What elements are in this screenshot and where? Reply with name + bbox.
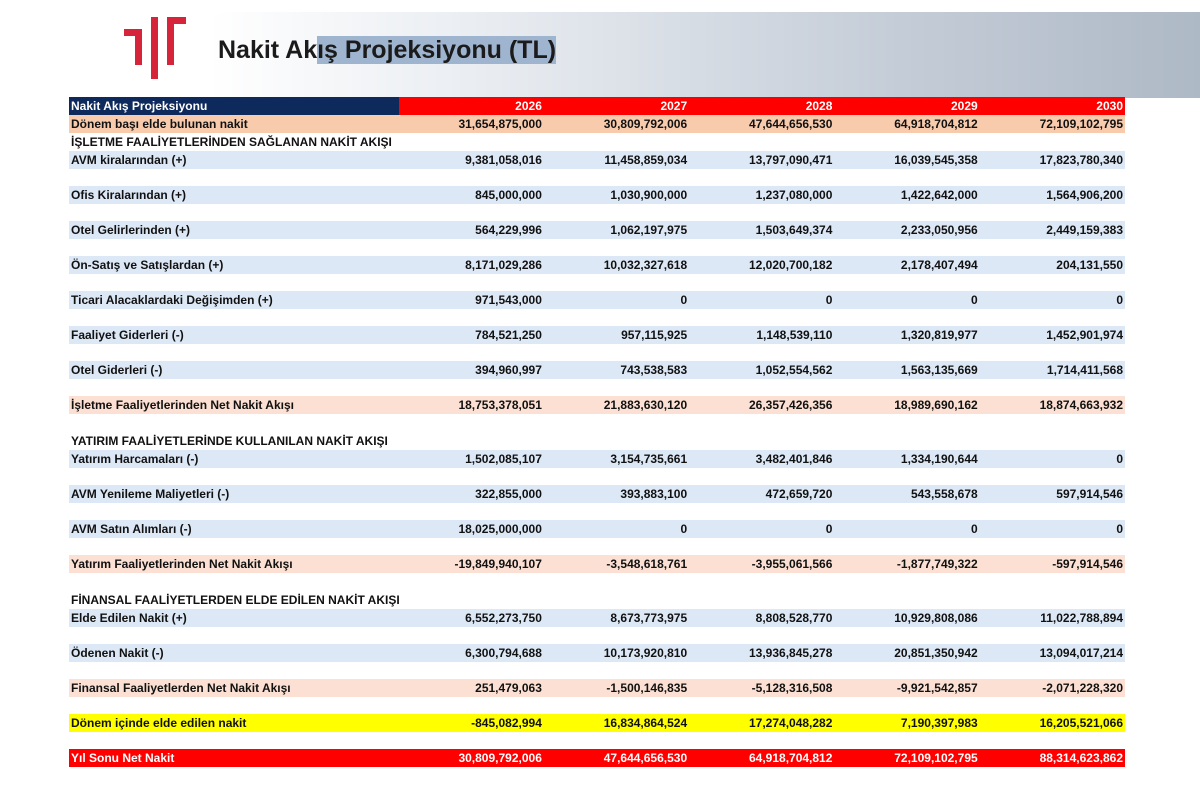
row-label: Otel Giderleri (-): [69, 361, 399, 379]
spacer-row: [69, 344, 1125, 361]
cell-value: -3,955,061,566: [689, 555, 834, 573]
row-label: Ödenen Nakit (-): [69, 644, 399, 662]
spacer-row: [69, 662, 1125, 679]
cell-value: 1,334,190,644: [834, 450, 979, 468]
cell-value: 72,109,102,795: [834, 749, 979, 767]
cell-value: 251,479,063: [399, 679, 544, 697]
cell-value: 0: [544, 520, 689, 538]
cell-value: 1,052,554,562: [689, 361, 834, 379]
table-row: [69, 609, 1125, 627]
row-label: Faaliyet Giderleri (-): [69, 326, 399, 344]
cell-value: 47,644,656,530: [544, 749, 689, 767]
cell-value: 1,320,819,977: [834, 326, 979, 344]
cell-value: 0: [980, 520, 1125, 538]
cell-value: 1,237,080,000: [689, 186, 834, 204]
cell-value: 31,654,875,000: [399, 115, 544, 133]
cell-value: -597,914,546: [980, 555, 1125, 573]
cell-value: 2,233,050,956: [834, 221, 979, 239]
row-label: Yatırım Harcamaları (-): [69, 450, 399, 468]
spacer-row: [69, 697, 1125, 714]
year-header: 2028: [689, 97, 834, 115]
row-label: Otel Gelirlerinden (+): [69, 221, 399, 239]
table-row: [69, 151, 1125, 169]
cell-value: 30,809,792,006: [544, 115, 689, 133]
subtotal-row: [69, 679, 1125, 697]
table-row: [69, 485, 1125, 503]
cell-value: 8,808,528,770: [689, 609, 834, 627]
cell-value: 0: [544, 291, 689, 309]
cell-value: 0: [980, 450, 1125, 468]
closing-cash-row: [69, 749, 1125, 767]
cell-value: 18,989,690,162: [834, 396, 979, 414]
page-title-start: Nakit Ak: [218, 36, 318, 64]
cell-value: 204,131,550: [980, 256, 1125, 274]
cell-value: 322,855,000: [399, 485, 544, 503]
spacer-row: [69, 732, 1125, 749]
cell-value: 743,538,583: [544, 361, 689, 379]
brand-logo-icon: [124, 17, 186, 79]
row-label: İşletme Faaliyetlerinden Net Nakit Akışı: [69, 396, 399, 414]
cell-value: 8,673,773,975: [544, 609, 689, 627]
row-label: Ofis Kiralarından (+): [69, 186, 399, 204]
cell-value: 1,502,085,107: [399, 450, 544, 468]
table-row: [69, 221, 1125, 239]
cell-value: 0: [980, 291, 1125, 309]
row-label: Ön-Satış ve Satışlardan (+): [69, 256, 399, 274]
cell-value: 1,148,539,110: [689, 326, 834, 344]
table-row: [69, 520, 1125, 538]
cell-value: 543,558,678: [834, 485, 979, 503]
cell-value: 0: [834, 291, 979, 309]
spacer-row: [69, 468, 1125, 485]
spacer-row: [69, 239, 1125, 256]
opening-cash-row: [69, 115, 1125, 133]
row-label: Yıl Sonu Net Nakit: [69, 749, 399, 767]
cell-value: 11,458,859,034: [544, 151, 689, 169]
spacer-row: [69, 627, 1125, 644]
cell-value: 30,809,792,006: [399, 749, 544, 767]
spacer-row: [69, 309, 1125, 326]
year-header: 2027: [544, 97, 689, 115]
cell-value: 17,274,048,282: [689, 714, 834, 732]
cell-value: -5,128,316,508: [689, 679, 834, 697]
table-header-row: [69, 97, 1125, 115]
row-label: AVM kiralarından (+): [69, 151, 399, 169]
cell-value: 6,552,273,750: [399, 609, 544, 627]
table-row: [69, 361, 1125, 379]
row-label: Dönem içinde elde edilen nakit: [69, 714, 399, 732]
cell-value: 0: [834, 520, 979, 538]
cell-value: 564,229,996: [399, 221, 544, 239]
cell-value: 10,173,920,810: [544, 644, 689, 662]
page-title: [218, 36, 556, 65]
table-row: [69, 450, 1125, 468]
cell-value: 472,659,720: [689, 485, 834, 503]
row-label: AVM Satın Alımları (-): [69, 520, 399, 538]
cell-value: 47,644,656,530: [689, 115, 834, 133]
cell-value: -1,877,749,322: [834, 555, 979, 573]
subtotal-row: [69, 555, 1125, 573]
cell-value: 64,918,704,812: [689, 749, 834, 767]
cell-value: 64,918,704,812: [834, 115, 979, 133]
cell-value: 13,936,845,278: [689, 644, 834, 662]
cell-value: 18,874,663,932: [980, 396, 1125, 414]
page-title-highlighted: ış Projeksiyonu (TL): [317, 36, 557, 64]
cell-value: 26,357,426,356: [689, 396, 834, 414]
cell-value: 845,000,000: [399, 186, 544, 204]
cell-value: 3,154,735,661: [544, 450, 689, 468]
cell-value: 3,482,401,846: [689, 450, 834, 468]
cell-value: -9,921,542,857: [834, 679, 979, 697]
table-row: [69, 186, 1125, 204]
spacer-row: [69, 274, 1125, 291]
row-label: Elde Edilen Nakit (+): [69, 609, 399, 627]
row-label: AVM Yenileme Maliyetleri (-): [69, 485, 399, 503]
cell-value: 784,521,250: [399, 326, 544, 344]
cell-value: 0: [689, 520, 834, 538]
cell-value: 13,797,090,471: [689, 151, 834, 169]
cell-value: 16,205,521,066: [980, 714, 1125, 732]
cell-value: 6,300,794,688: [399, 644, 544, 662]
cell-value: 1,564,906,200: [980, 186, 1125, 204]
cell-value: 2,449,159,383: [980, 221, 1125, 239]
row-label: Dönem başı elde bulunan nakit: [69, 115, 399, 133]
cell-value: 957,115,925: [544, 326, 689, 344]
cell-value: 1,503,649,374: [689, 221, 834, 239]
cell-value: 88,314,623,862: [980, 749, 1125, 767]
table-row: [69, 644, 1125, 662]
cell-value: 16,834,864,524: [544, 714, 689, 732]
cell-value: 8,171,029,286: [399, 256, 544, 274]
cell-value: 16,039,545,358: [834, 151, 979, 169]
section-heading: YATIRIM FAALİYETLERİNDE KULLANILAN NAKİT AKIŞI: [69, 432, 1125, 450]
cell-value: 597,914,546: [980, 485, 1125, 503]
section-heading: FİNANSAL FAALİYETLERDEN ELDE EDİLEN NAKİT AKIŞI: [69, 591, 1125, 609]
cell-value: 12,020,700,182: [689, 256, 834, 274]
cell-value: -19,849,940,107: [399, 555, 544, 573]
cell-value: 393,883,100: [544, 485, 689, 503]
year-header: 2029: [834, 97, 979, 115]
cell-value: 1,563,135,669: [834, 361, 979, 379]
cell-value: 72,109,102,795: [980, 115, 1125, 133]
subtotal-row: [69, 396, 1125, 414]
cell-value: 21,883,630,120: [544, 396, 689, 414]
cell-value: 394,960,997: [399, 361, 544, 379]
table-row: [69, 326, 1125, 344]
section-heading-operating: [69, 133, 1125, 151]
cell-value: 20,851,350,942: [834, 644, 979, 662]
spacer-row: [69, 204, 1125, 221]
year-header: 2030: [980, 97, 1125, 115]
cell-value: 11,022,788,894: [980, 609, 1125, 627]
spacer-row: [69, 573, 1125, 591]
cell-value: 18,025,000,000: [399, 520, 544, 538]
cell-value: 18,753,378,051: [399, 396, 544, 414]
row-label: Finansal Faaliyetlerden Net Nakit Akışı: [69, 679, 399, 697]
spacer-row: [69, 414, 1125, 432]
period-change-row: [69, 714, 1125, 732]
cell-value: -1,500,146,835: [544, 679, 689, 697]
spacer-row: [69, 379, 1125, 396]
spacer-row: [69, 538, 1125, 555]
section-heading-financing: [69, 591, 1125, 609]
cell-value: 1,452,901,974: [980, 326, 1125, 344]
cell-value: 0: [689, 291, 834, 309]
spacer-row: [69, 169, 1125, 186]
table-row: [69, 291, 1125, 309]
section-heading-investing: [69, 432, 1125, 450]
cell-value: 971,543,000: [399, 291, 544, 309]
section-heading: İŞLETME FAALİYETLERİNDEN SAĞLANAN NAKİT AKIŞI: [69, 133, 1125, 151]
cell-value: 1,030,900,000: [544, 186, 689, 204]
year-header: 2026: [399, 97, 544, 115]
spacer-row: [69, 503, 1125, 520]
cell-value: 1,062,197,975: [544, 221, 689, 239]
cell-value: -2,071,228,320: [980, 679, 1125, 697]
cell-value: 2,178,407,494: [834, 256, 979, 274]
table-row: [69, 256, 1125, 274]
cell-value: 13,094,017,214: [980, 644, 1125, 662]
cell-value: 7,190,397,983: [834, 714, 979, 732]
header-label: Nakit Akış Projeksiyonu: [69, 97, 399, 115]
row-label: Yatırım Faaliyetlerinden Net Nakit Akışı: [69, 555, 399, 573]
row-label: Ticari Alacaklardaki Değişimden (+): [69, 291, 399, 309]
cell-value: 1,714,411,568: [980, 361, 1125, 379]
cell-value: 10,032,327,618: [544, 256, 689, 274]
cash-flow-table: [69, 97, 1125, 767]
cell-value: -3,548,618,761: [544, 555, 689, 573]
cell-value: 9,381,058,016: [399, 151, 544, 169]
cell-value: 10,929,808,086: [834, 609, 979, 627]
cell-value: -845,082,994: [399, 714, 544, 732]
cell-value: 1,422,642,000: [834, 186, 979, 204]
cell-value: 17,823,780,340: [980, 151, 1125, 169]
